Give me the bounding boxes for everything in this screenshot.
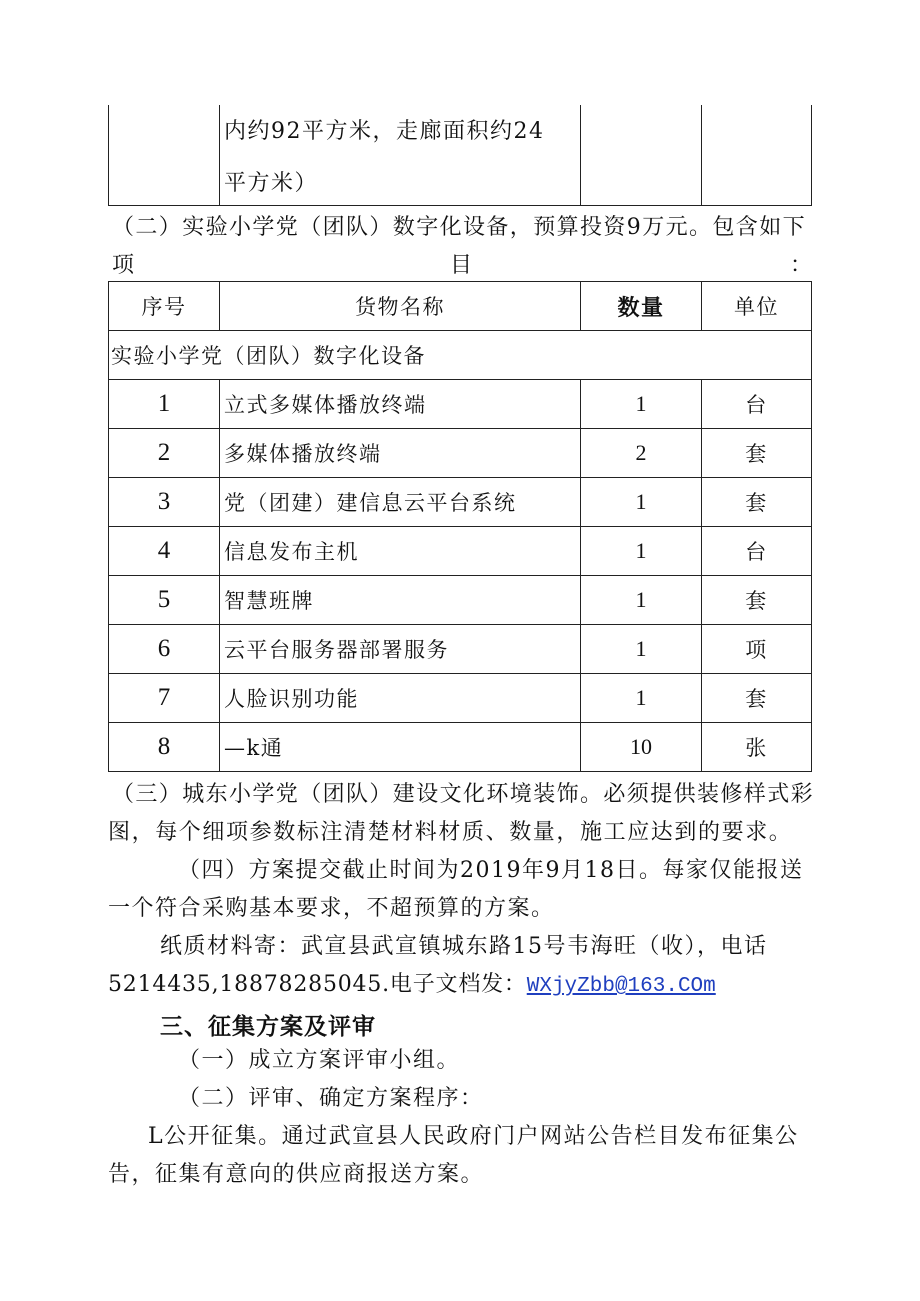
row-no: 7: [157, 684, 171, 711]
row-unit: 套: [745, 442, 768, 466]
top-table-text-line1: 内约92平方米，走廊面积约24: [224, 119, 545, 144]
table-vline-right: [811, 281, 812, 772]
row-qty: 1: [635, 538, 647, 563]
group-title: 实验小学党（团队）数字化设备: [111, 344, 426, 368]
header-qty: 数量: [617, 295, 665, 321]
row-name: 信息发布主机: [224, 540, 359, 564]
row-name: 多媒体播放终端: [224, 442, 382, 466]
top-table-text-line2: 平方米）: [224, 171, 319, 196]
table-line-bottom: [108, 771, 812, 772]
section3-item2: （二）评审、确定方案程序：: [178, 1086, 484, 1111]
row-unit: 张: [745, 736, 768, 760]
row-name: 人脸识别功能: [224, 687, 359, 711]
row-name: —k通: [224, 736, 284, 760]
row-unit: 台: [745, 540, 768, 564]
section2-intro-line1: （二）实验小学党（团队）数字化设备，预算投资9万元。包含如下: [112, 215, 806, 240]
section3-item1: （一）成立方案评审小组。: [178, 1048, 461, 1073]
row-unit: 套: [745, 687, 768, 711]
section2-intro-colon: ：: [790, 253, 814, 278]
row-name: 智慧班牌: [224, 589, 314, 613]
row-qty: 1: [635, 636, 647, 661]
top-table-border-bottom: [108, 205, 812, 206]
section2-intro-xiang: 项: [112, 253, 136, 278]
row-no: 2: [157, 439, 171, 466]
row-no: 5: [157, 586, 171, 613]
row-name: 云平台服务器部署服务: [224, 638, 449, 662]
para3-line2: 图，每个细项参数标注清楚材料材质、数量，施工应达到的要求。: [108, 820, 793, 845]
row-qty: 1: [635, 391, 647, 416]
top-table-border-col2: [219, 105, 220, 206]
para4-line1: （四）方案提交截止时间为2019年9月18日。每家仅能报送: [178, 858, 804, 883]
row-qty: 1: [635, 489, 647, 514]
row-no: 3: [157, 488, 171, 515]
top-table-border-col4: [701, 105, 702, 206]
section2-intro-mu: 目: [450, 253, 474, 278]
para6-line1: L公开征集。通过武宣县人民政府门户网站公告栏目发布征集公: [148, 1124, 799, 1149]
row-qty: 1: [635, 587, 647, 612]
row-no: 1: [157, 390, 171, 417]
email-link[interactable]: WXjyZbb@163.COm: [526, 975, 716, 998]
section3-heading: 三、征集方案及评审: [160, 1014, 376, 1040]
para6-line2: 告，征集有意向的供应商报送方案。: [108, 1162, 485, 1187]
para5-contact-text: 5214435,18878285045.电子文档发：: [108, 972, 527, 997]
row-no: 6: [157, 635, 171, 662]
top-table-border-left: [108, 105, 109, 206]
row-qty: 2: [635, 440, 647, 465]
row-qty: 1: [635, 685, 647, 710]
row-name: 党（团建）建信息云平台系统: [224, 491, 517, 515]
row-unit: 项: [745, 638, 768, 662]
row-qty: 10: [630, 734, 652, 759]
para3-line1: （三）城东小学党（团队）建设文化环境装饰。必须提供装修样式彩: [112, 782, 815, 807]
top-table-border-col3: [580, 105, 581, 206]
top-table-border-right: [811, 105, 812, 206]
para4-line2: 一个符合采购基本要求，不超预算的方案。: [108, 896, 555, 921]
row-unit: 台: [745, 393, 768, 417]
header-name: 货物名称: [355, 295, 445, 319]
header-unit: 单位: [734, 295, 779, 319]
row-no: 8: [157, 733, 171, 760]
para5-line1: 纸质材料寄：武宣县武宣镇城东路15号韦海旺（收），电话: [160, 934, 768, 959]
para5-line2: [108, 970, 716, 1002]
row-name: 立式多媒体播放终端: [224, 393, 427, 417]
row-unit: 套: [745, 589, 768, 613]
row-no: 4: [157, 537, 171, 564]
row-unit: 套: [745, 491, 768, 515]
header-no: 序号: [141, 295, 187, 319]
